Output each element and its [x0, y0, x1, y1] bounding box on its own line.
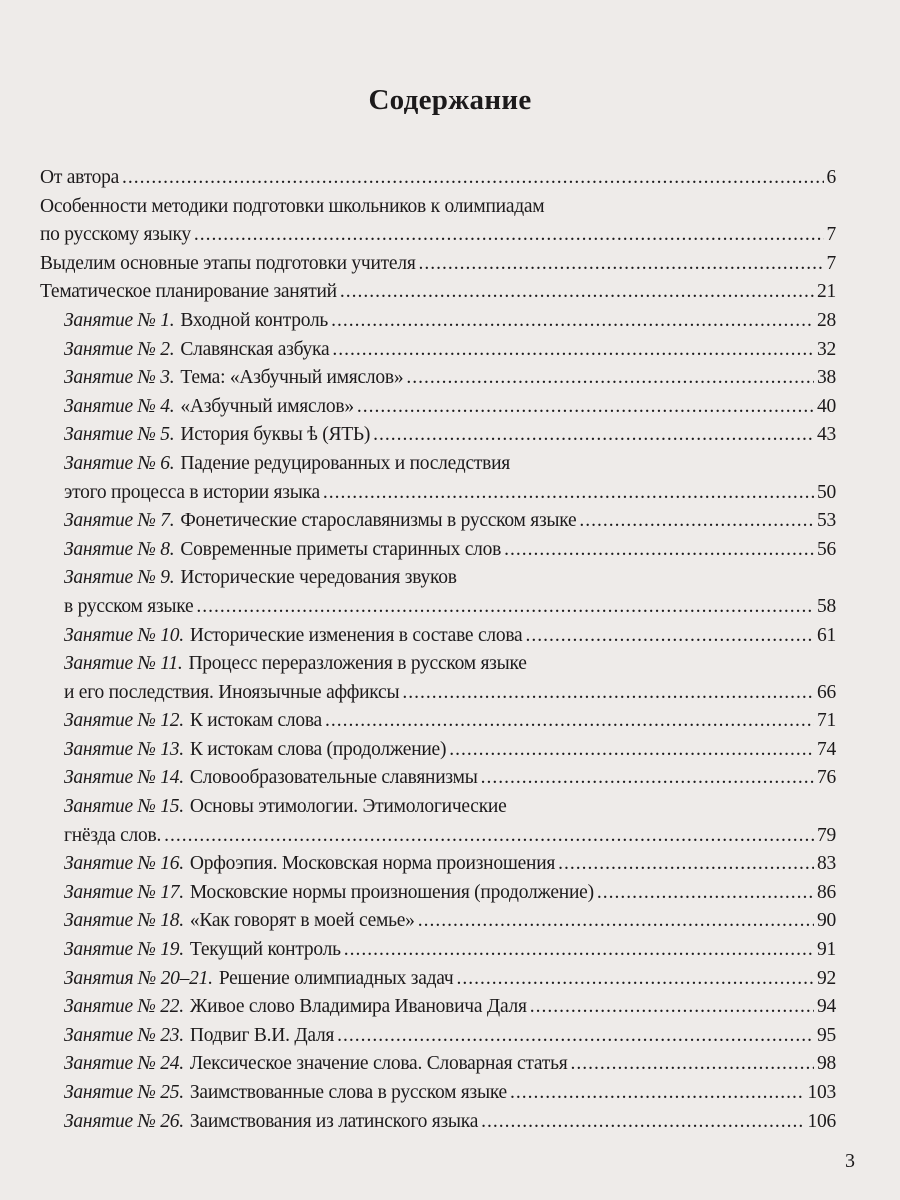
entry-title: Словообразовательные славянизмы: [189, 767, 478, 789]
entry-page: 28: [817, 309, 836, 331]
dot-leader: [340, 278, 814, 307]
entry-page: 32: [817, 338, 836, 360]
entry-title: Исторические чередования звуков: [180, 567, 457, 589]
dot-leader: [332, 336, 814, 365]
dot-leader: [525, 622, 814, 651]
entry-title: Выделим основные этапы подготовки учителя: [40, 252, 416, 274]
entry-page: 66: [817, 681, 836, 703]
entry-page: 53: [817, 510, 836, 532]
lesson-number: Занятие № 2.: [64, 338, 175, 360]
entry-page: 50: [817, 481, 836, 503]
lesson-number: Занятие № 4.: [64, 395, 175, 417]
lesson-number: Занятие № 10.: [64, 624, 184, 646]
dot-leader: [344, 936, 814, 965]
entry-title: К истокам слова (продолжение): [189, 738, 447, 760]
entry-page: 94: [817, 996, 836, 1018]
toc-entry: [40, 850, 836, 879]
lesson-number: Занятие № 5.: [64, 424, 175, 446]
lesson-number: Занятие № 17.: [64, 881, 184, 903]
lesson-number: Занятие № 25.: [64, 1082, 184, 1103]
lesson-number: Занятие № 1.: [64, 309, 175, 331]
lesson-number: Занятие № 18.: [64, 910, 184, 932]
toc-entry: [40, 707, 836, 736]
dot-leader: [194, 221, 824, 250]
toc-entry: [40, 593, 836, 622]
toc-entry: [40, 479, 836, 508]
entry-title: Исторические изменения в составе слова: [189, 624, 523, 646]
lesson-number: Занятие № 19.: [64, 939, 184, 961]
entry-title: Особенности методики подготовки школьников к олимпиадам: [40, 195, 545, 217]
page-title: Содержание: [368, 84, 532, 116]
dot-leader: [196, 593, 814, 622]
toc-entry: [40, 736, 836, 765]
toc-entry: [40, 907, 836, 936]
toc-entry: [40, 822, 836, 851]
page-number: 3: [845, 1150, 855, 1172]
entry-title: Заимствования из латинского языка: [189, 1110, 479, 1132]
entry-page: 92: [817, 967, 836, 989]
toc-entry: [40, 650, 836, 679]
entry-title: Тематическое планирование занятий: [40, 281, 337, 303]
dot-leader: [164, 822, 814, 851]
entry-page: 95: [817, 1024, 836, 1046]
toc-entry: [40, 622, 836, 651]
entry-title: Московские нормы произношения (продолжение): [189, 881, 594, 903]
lesson-number: Занятие № 16.: [64, 853, 184, 875]
dot-leader: [504, 536, 814, 565]
toc-entry: [40, 1079, 836, 1108]
toc-entry: [40, 336, 836, 365]
entry-page: 6: [826, 167, 836, 188]
toc-entry: [40, 965, 836, 994]
toc-entry: [40, 536, 836, 565]
entry-page: 83: [817, 853, 836, 875]
entry-title: этого процесса в истории языка: [64, 481, 320, 503]
toc-entry: [40, 250, 836, 279]
toc-entry: [40, 936, 836, 965]
toc-entry: [40, 993, 836, 1022]
lesson-number: Занятие № 3.: [64, 367, 175, 389]
entry-title: Процесс переразложения в русском языке: [188, 653, 527, 675]
dot-leader: [337, 1022, 814, 1051]
toc-entry: [40, 679, 836, 708]
dot-leader: [419, 250, 824, 279]
dot-leader: [331, 307, 814, 336]
lesson-number: Занятие № 14.: [64, 767, 184, 789]
entry-page: 79: [817, 824, 836, 846]
entry-title: Славянская азбука: [180, 338, 330, 360]
entry-page: 90: [817, 910, 836, 932]
toc-entry: [40, 393, 836, 422]
entry-page: 40: [817, 395, 836, 417]
lesson-number: Занятие № 22.: [64, 996, 184, 1018]
entry-title: Подвиг В.И. Даля: [189, 1024, 335, 1046]
entry-title: Лексическое значение слова. Словарная статья: [189, 1053, 568, 1075]
entry-page: 91: [817, 939, 836, 961]
entry-page: 76: [817, 767, 836, 789]
lesson-number: Занятие № 12.: [64, 710, 184, 732]
dot-leader: [579, 507, 814, 536]
dot-leader: [481, 764, 814, 793]
entry-page: 7: [826, 224, 836, 246]
entry-title: в русском языке: [64, 595, 194, 617]
entry-page: 43: [817, 424, 836, 446]
lesson-number: Занятие № 13.: [64, 738, 184, 760]
dot-leader: [570, 1050, 814, 1079]
dot-leader: [323, 479, 814, 508]
lesson-number: Занятие № 11.: [64, 653, 183, 675]
lesson-number: Занятие № 6.: [64, 452, 175, 474]
dot-leader: [122, 164, 823, 193]
toc-entry: [40, 564, 836, 593]
toc-entry: [40, 1108, 836, 1137]
entry-title: Решение олимпиадных задач: [218, 967, 454, 989]
entry-title: Фонетические старославянизмы в русском языке: [180, 510, 577, 532]
entry-title: Падение редуцированных и последствия: [180, 452, 510, 474]
entry-title: гнёзда слов.: [64, 824, 162, 846]
dot-leader: [418, 907, 814, 936]
lesson-number: Занятия № 20–21.: [64, 967, 213, 989]
entry-page: 58: [817, 595, 836, 617]
entry-title: Заимствованные слова в русском языке: [189, 1082, 507, 1103]
entry-page: 86: [817, 881, 836, 903]
entry-page: 103: [807, 1082, 836, 1103]
dot-leader: [481, 1108, 804, 1137]
toc-entry: [40, 364, 836, 393]
toc-entry: [40, 1050, 836, 1079]
dot-leader: [558, 850, 814, 879]
lesson-number: Занятие № 24.: [64, 1053, 184, 1075]
toc-entry: [40, 507, 836, 536]
entry-title: Текущий контроль: [189, 939, 341, 961]
dot-leader: [357, 393, 814, 422]
toc-entry: [40, 793, 836, 822]
lesson-number: Занятие № 7.: [64, 510, 175, 532]
entry-page: 98: [817, 1053, 836, 1075]
dot-leader: [402, 679, 814, 708]
entry-title: Входной контроль: [180, 309, 329, 331]
dot-leader: [449, 736, 814, 765]
entry-title: «Как говорят в моей семье»: [189, 910, 415, 932]
toc-entry: [40, 307, 836, 336]
dot-leader: [373, 421, 814, 450]
toc-entry: [40, 879, 836, 908]
entry-title: Современные приметы старинных слов: [180, 538, 502, 560]
dot-leader: [597, 879, 814, 908]
entry-title: От автора: [40, 167, 120, 188]
entry-title: Живое слово Владимира Ивановича Даля: [189, 996, 527, 1018]
entry-page: 61: [817, 624, 836, 646]
lesson-number: Занятие № 8.: [64, 538, 175, 560]
toc-entry: [40, 221, 836, 250]
dot-leader: [510, 1079, 805, 1108]
entry-page: 21: [817, 281, 836, 303]
lesson-number: Занятие № 9.: [64, 567, 175, 589]
dot-leader: [456, 965, 814, 994]
toc-entry: [40, 193, 836, 222]
entry-title: Тема: «Азбучный имяслов»: [180, 367, 404, 389]
entry-title: «Азбучный имяслов»: [180, 395, 354, 417]
entry-title: История буквы ѣ (ЯТЬ): [180, 424, 371, 446]
entry-title: и его последствия. Иноязычные аффиксы: [64, 681, 400, 703]
entry-page: 106: [807, 1110, 836, 1132]
entry-page: 38: [817, 367, 836, 389]
toc-entry: [40, 164, 836, 193]
entry-title: Орфоэпия. Московская норма произношения: [189, 853, 556, 875]
toc-entry: [40, 450, 836, 479]
entry-title: Основы этимологии. Этимологические: [189, 796, 507, 818]
dot-leader: [406, 364, 814, 393]
entry-title: К истокам слова: [189, 710, 322, 732]
toc-entry: [40, 278, 836, 307]
entry-page: 71: [817, 710, 836, 732]
entry-title: по русскому языку: [40, 224, 191, 246]
entry-page: 7: [826, 252, 836, 274]
toc-entry: [40, 421, 836, 450]
lesson-number: Занятие № 26.: [64, 1110, 184, 1132]
table-of-contents: [40, 164, 836, 1136]
entry-page: 56: [817, 538, 836, 560]
dot-leader: [530, 993, 814, 1022]
entry-page: 74: [817, 738, 836, 760]
dot-leader: [325, 707, 814, 736]
toc-entry: [40, 1022, 836, 1051]
lesson-number: Занятие № 23.: [64, 1024, 184, 1046]
lesson-number: Занятие № 15.: [64, 796, 184, 818]
toc-entry: [40, 764, 836, 793]
